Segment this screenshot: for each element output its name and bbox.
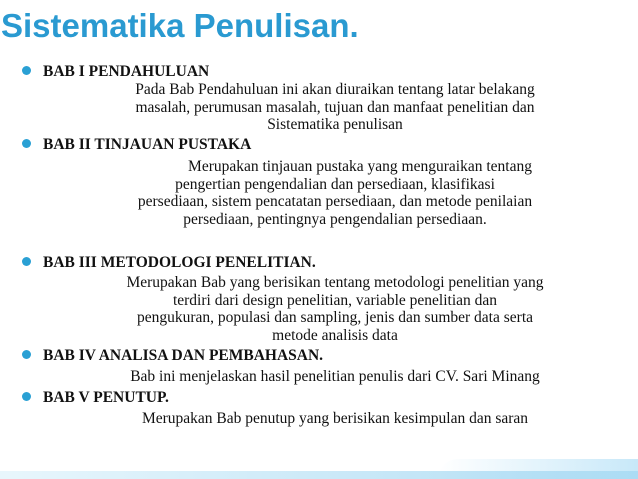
corner-decoration bbox=[438, 459, 638, 479]
heading-text: BAB II TINJAUAN PUSTAKA bbox=[43, 136, 252, 153]
desc-line: pengertian pengendalian dan persediaan, klasifikasi bbox=[175, 175, 495, 193]
section-heading-bab-4 bbox=[22, 347, 323, 365]
desc-line: pengukuran, populasi dan sampling, jenis dan sumber data serta bbox=[136, 309, 533, 326]
desc-line: persediaan, sistem pencatatan persediaan, dan metode penilaian bbox=[137, 193, 533, 210]
heading-text: BAB I PENDAHULUAN bbox=[43, 63, 210, 80]
section-description-bab-4 bbox=[40, 368, 630, 386]
section-heading-bab-2 bbox=[22, 136, 251, 154]
section-description-bab-2 bbox=[40, 158, 630, 228]
section-heading-bab-3 bbox=[22, 254, 316, 272]
heading-text: BAB III METODOLOGI PENELITIAN. bbox=[43, 254, 316, 271]
section-description-bab-5 bbox=[40, 410, 630, 428]
section-description-bab-1 bbox=[40, 81, 630, 134]
desc-line: Merupakan Bab yang berisikan tentang metodologi penelitian yang bbox=[126, 274, 544, 291]
bullet-icon bbox=[22, 139, 31, 148]
slide-title: Sistematika Penulisan. bbox=[1, 7, 359, 44]
desc-line: Pada Bab Pendahuluan ini akan diuraikan tentang latar belakang bbox=[135, 81, 535, 98]
heading-text: BAB V PENUTUP. bbox=[43, 389, 169, 406]
desc-line: terdiri dari design penelitian, variable penelitian dan bbox=[172, 291, 498, 309]
heading-text: BAB IV ANALISA DAN PEMBAHASAN. bbox=[43, 347, 324, 364]
slide-body bbox=[0, 58, 638, 479]
bullet-icon bbox=[22, 66, 31, 75]
bullet-icon bbox=[22, 392, 31, 401]
desc-line: Merupakan tinjauan pustaka yang menguraikan tentang bbox=[188, 158, 532, 175]
desc-line: Sistematika penulisan bbox=[267, 116, 403, 133]
desc-line: masalah, perumusan masalah, tujuan dan manfaat penelitian dan bbox=[135, 98, 535, 116]
desc-line: Bab ini menjelaskan hasil penelitian penulis dari CV. Sari Minang bbox=[130, 368, 540, 385]
bullet-icon bbox=[22, 350, 31, 359]
section-heading-bab-1 bbox=[22, 63, 209, 81]
desc-line: persediaan, pentingnya pengendalian persediaan. bbox=[183, 210, 487, 228]
section-heading-bab-5 bbox=[22, 389, 169, 407]
desc-line: metode analisis data bbox=[272, 326, 398, 344]
bullet-icon bbox=[22, 257, 31, 266]
section-description-bab-3 bbox=[40, 274, 630, 344]
desc-line: Merupakan Bab penutup yang berisikan kesimpulan dan saran bbox=[141, 410, 529, 427]
